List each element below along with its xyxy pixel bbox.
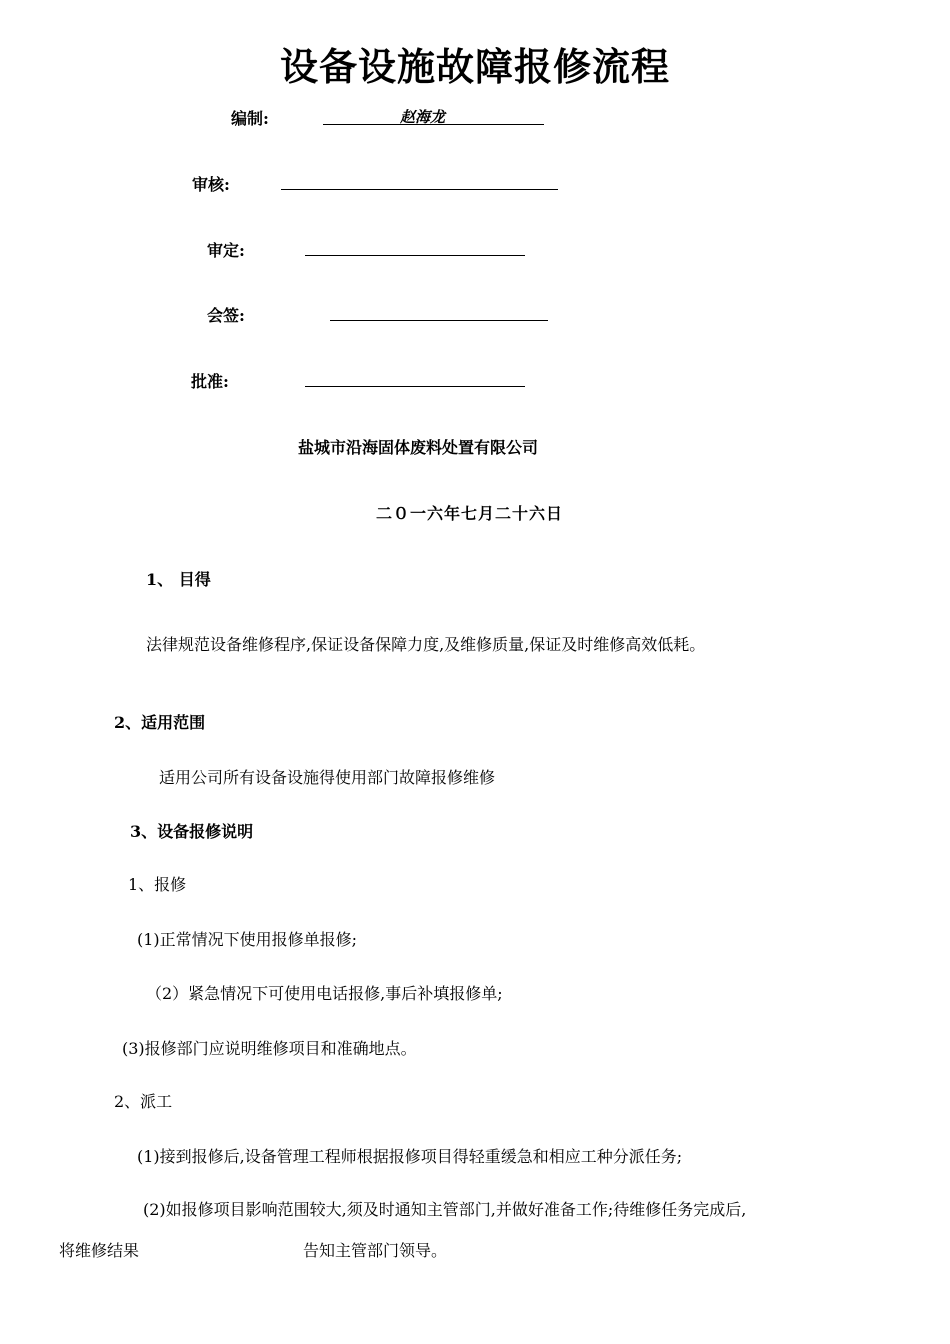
document-date: 二０一六年七月二十六日 [376,504,564,523]
subsection-2-item-2-continued: 将维修结果 [59,1241,140,1260]
approve-underline [305,386,525,387]
subsection-2-item-2-continued-end: 告知主管部门领导。 [303,1241,448,1260]
document-title: 设备设施故障报修流程 [279,45,670,89]
subsection-2-item-2: (2)如报修项目影响范围较大,须及时通知主管部门,并做好准备工作;待维修任务完成后, [143,1200,747,1219]
section-1-heading: 1、 目得 [146,570,211,589]
subsection-2-heading: 2、派工 [114,1092,173,1111]
compile-name: 赵海龙 [400,108,446,126]
subsection-1-heading: 1、报修 [128,875,187,894]
review-underline [281,189,558,190]
subsection-1-item-1: (1)正常情况下使用报修单报修; [137,930,358,949]
approve-label: 批准: [191,372,229,391]
countersign-underline [330,320,548,321]
section-2-text: 适用公司所有设备设施得使用部门故障报修维修 [159,768,496,787]
subsection-1-item-3: (3)报修部门应说明维修项目和准确地点。 [122,1039,417,1058]
review-label: 审核: [192,175,230,194]
countersign-label: 会签: [207,306,245,325]
subsection-1-item-2: （2）紧急情况下可使用电话报修,事后补填报修单; [146,984,503,1003]
company-name: 盐城市沿海固体废料处置有限公司 [298,438,539,457]
confirm-underline [305,255,525,256]
section-2-heading: 2、适用范围 [114,713,206,732]
section-1-text: 法律规范设备维修程序,保证设备保障力度,及维修质量,保证及时维修高效低耗。 [146,635,706,654]
compile-label: 编制: [231,109,269,128]
subsection-2-item-1: (1)接到报修后,设备管理工程师根据报修项目得轻重缓急和相应工种分派任务; [137,1147,683,1166]
section-3-heading: 3、设备报修说明 [130,822,254,841]
confirm-label: 审定: [207,241,245,260]
